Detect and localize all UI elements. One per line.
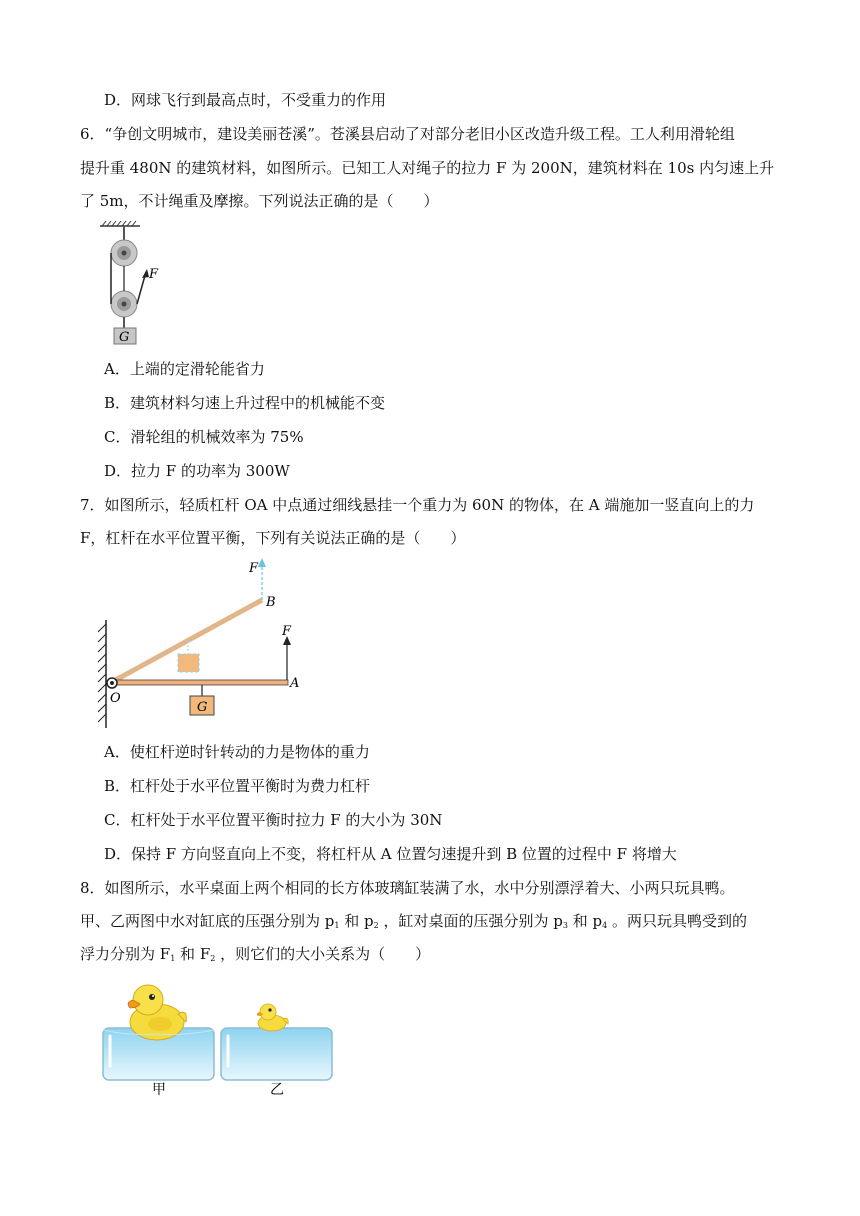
lever-pivot-label: O — [110, 691, 121, 706]
lever-point-a-label: A — [290, 676, 300, 691]
q8-text-part: ，则它们的大小关系为（ ） — [215, 945, 431, 963]
q8-text-part: 甲、乙两图中水对缸底的压强分别为 p — [80, 912, 335, 930]
q6-stem-line-3: 了 5m，不计绳重及摩擦。下列说法正确的是（ ） — [80, 192, 439, 210]
small-duck-icon — [257, 1004, 288, 1031]
subscript: 4 — [602, 921, 608, 930]
q6-stem-line-2: 提升重 480N 的建筑材料，如图所示。已知工人对绳子的拉力 F 为 200N，建筑材料在 10s 内匀速上升 — [80, 159, 775, 177]
q8-text-part: 和 p — [567, 912, 603, 930]
q7-option-b: B．杠杆处于水平位置平衡时为费力杠杆 — [104, 777, 371, 795]
lever-force-a-label: F — [282, 624, 292, 639]
q8-text-part: 和 F — [175, 945, 211, 963]
subscript: 3 — [562, 921, 568, 930]
pulley-figure — [96, 220, 186, 345]
subscript: 1 — [334, 921, 340, 930]
pulley-weight-label: G — [119, 330, 130, 345]
subscript: 1 — [170, 954, 176, 963]
big-duck-icon — [128, 985, 186, 1040]
q8-text-part: 浮力分别为 F — [80, 945, 171, 963]
subscript: 2 — [210, 954, 216, 963]
q6-option-a: A．上端的定滑轮能省力 — [104, 360, 265, 378]
q7-option-d: D．保持 F 方向竖直向上不变，将杠杆从 A 位置匀速提升到 B 位置的过程中 F 将增大 — [104, 845, 677, 863]
lever-weight-label: G — [197, 700, 208, 715]
lever-figure — [94, 556, 314, 736]
q6-stem-line-1: 6．“争创文明城市，建设美丽苍溪”。苍溪县启动了对部分老旧小区改造升级工程。工人利用滑轮组 — [80, 125, 735, 143]
tank-right-label: 乙 — [270, 1082, 284, 1098]
q7-stem-line-1: 7．如图所示，轻质杠杆 OA 中点通过细线悬挂一个重力为 60N 的物体，在 A 端施加一竖直向上的力 — [80, 496, 755, 514]
tank-left-label: 甲 — [152, 1082, 166, 1098]
q5-option-d: D．网球飞行到最高点时，不受重力的作用 — [104, 91, 387, 109]
q8-stem-line-3 — [80, 944, 430, 969]
duck-tanks-figure — [100, 978, 340, 1098]
q8-stem-line-1: 8．如图所示，水平桌面上两个相同的长方体玻璃缸装满了水，水中分别漂浮着大、小两只玩具鸭。 — [80, 879, 735, 897]
q8-text-part: 和 p — [339, 912, 374, 930]
q8-text-part: 。两只玩具鸭受到的 — [607, 912, 747, 930]
q6-option-d: D．拉力 F 的功率为 300W — [104, 462, 290, 480]
pulley-force-label: F — [149, 267, 159, 282]
q7-option-c: C．杠杆处于水平位置平衡时拉力 F 的大小为 30N — [104, 811, 443, 829]
lever-force-b-label: F — [249, 561, 259, 576]
q7-stem-line-2: F，杠杆在水平位置平衡，下列有关说法正确的是（ ） — [80, 529, 466, 547]
q6-option-b: B．建筑材料匀速上升过程中的机械能不变 — [104, 394, 386, 412]
q8-text-part: ，缸对桌面的压强分别为 p — [378, 912, 563, 930]
q7-option-a: A．使杠杆逆时针转动的力是物体的重力 — [104, 743, 370, 761]
subscript: 2 — [373, 921, 379, 930]
lever-point-b-label: B — [266, 595, 276, 610]
q6-option-c: C．滑轮组的机械效率为 75% — [104, 428, 304, 446]
q8-stem-line-2 — [80, 911, 747, 936]
